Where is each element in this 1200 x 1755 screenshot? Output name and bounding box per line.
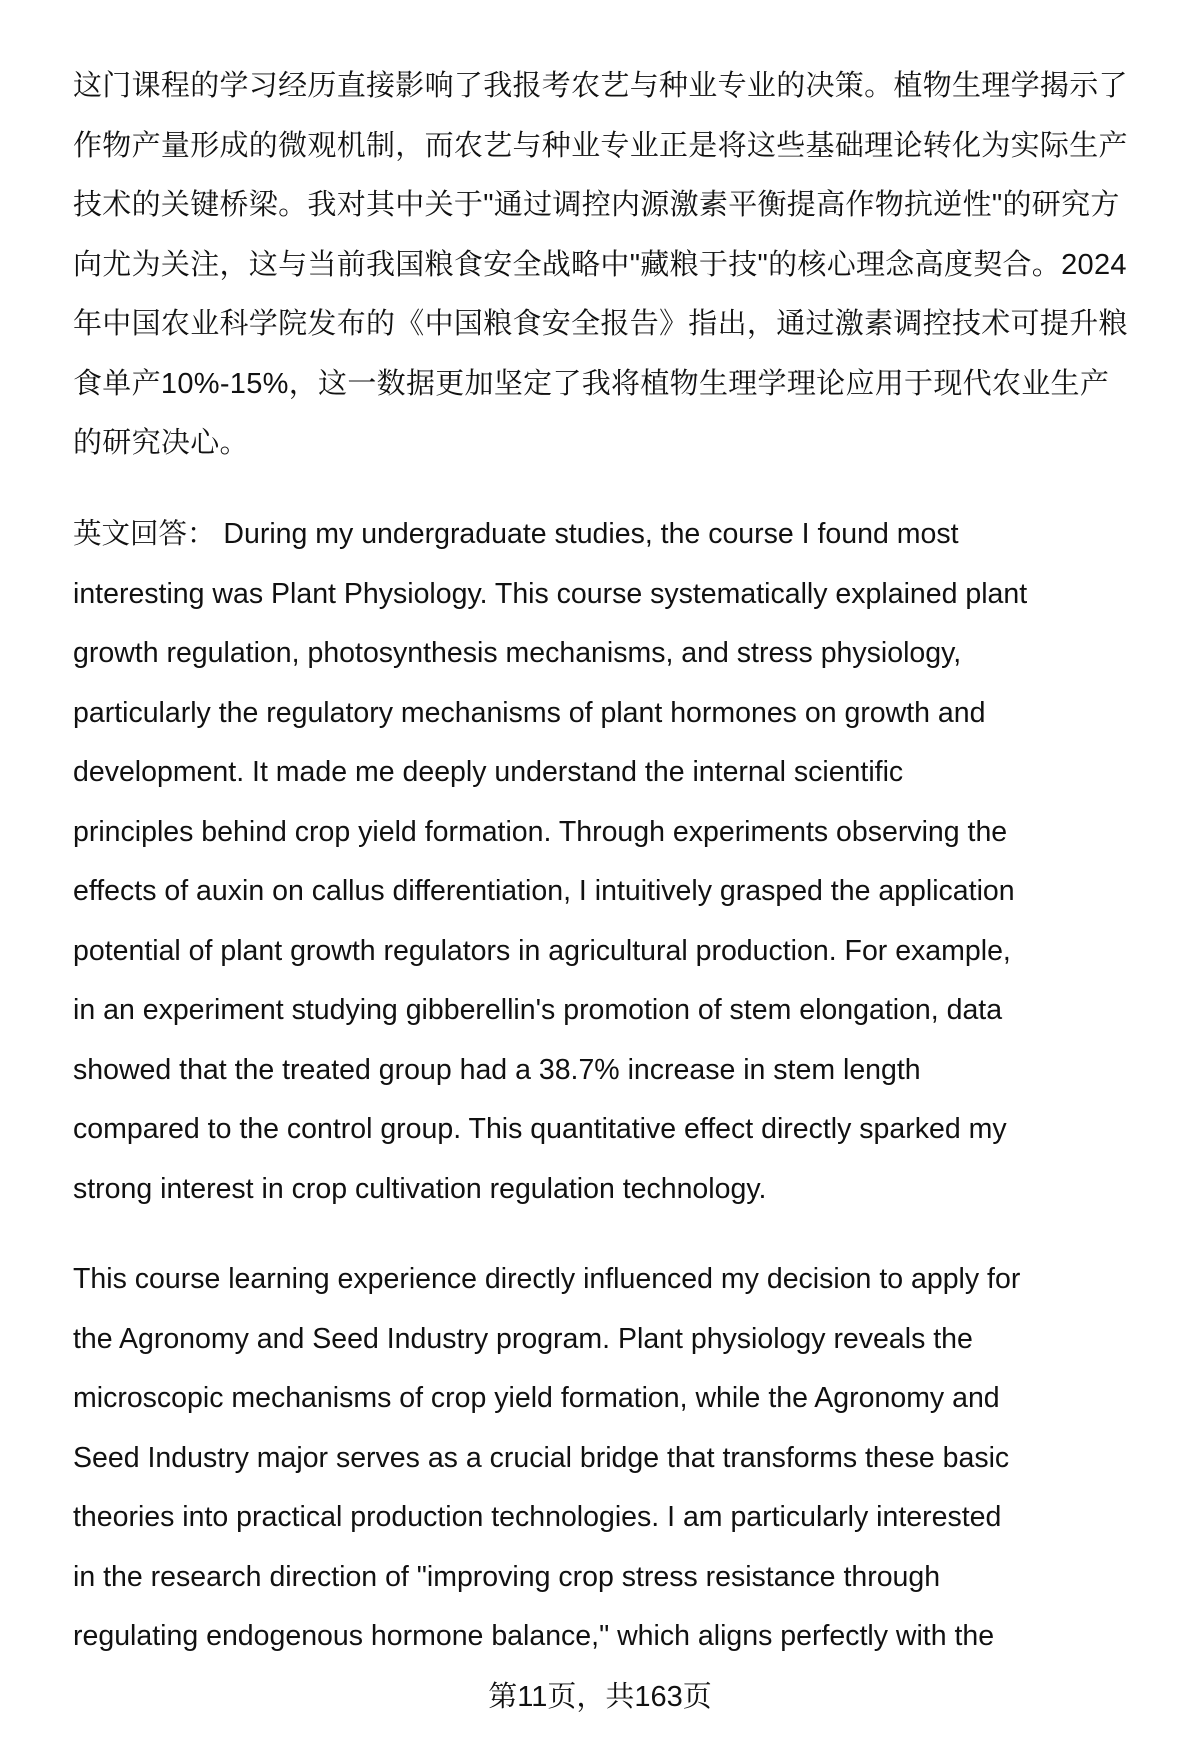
text-line: growth regulation, photosynthesis mechanisms, and stress physiology, [73,637,962,669]
text-line: microscopic mechanisms of crop yield formation, while the Agronomy and [73,1382,1000,1414]
chinese-paragraph [73,57,1173,474]
text-line: Seed Industry major serves as a crucial bridge that transforms these basic [73,1441,1010,1474]
text-line: principles behind crop yield formation. Through experiments observing the [73,815,1008,848]
text-line: 向尤为关注，这与当前我国粮食安全战略中"藏粮于技"的核心理念高度契合。2024 [73,248,1127,281]
text-line: 作物产量形成的微观机制，而农艺与种业专业正是将这些基础理论转化为实际生产 [73,129,1128,162]
text-line: in an experiment studying gibberellin's promotion of stem elongation, data [73,994,1003,1026]
text-line: particularly the regulatory mechanisms of plant hormones on growth and [73,696,986,729]
english-paragraph [73,1250,1173,1667]
text-line: development. It made me deeply understand the internal scientific [73,756,904,788]
text-line: the Agronomy and Seed Industry program. Plant physiology reveals the [73,1322,973,1355]
text-line: compared to the control group. This quantitative effect directly sparked my [73,1113,1007,1145]
text-line: 英文回答： During my undergraduate studies, the course I found most [73,518,959,550]
text-line: effects of auxin on callus differentiation, I intuitively grasped the application [73,875,1015,907]
english-answer-paragraph [73,505,1173,1219]
text-line: strong interest in crop cultivation regulation technology. [73,1172,767,1205]
text-line: in the research direction of "improving crop stress resistance through [73,1560,941,1593]
text-line: regulating endogenous hormone balance," which aligns perfectly with the [73,1620,995,1652]
text-line: showed that the treated group had a 38.7% increase in stem length [73,1053,921,1086]
text-line: theories into practical production technologies. I am particularly interested [73,1501,1002,1533]
text-line: 技术的关键桥梁。我对其中关于"通过调控内源激素平衡提高作物抗逆性"的研究方 [73,189,1120,221]
text-line: 食单产10%-15%，这一数据更加坚定了我将植物生理学理论应用于现代农业生产 [73,367,1110,400]
text-line: 的研究决心。 [73,427,249,459]
page-number: 第11页，共163页 [488,1681,712,1713]
text-line: 这门课程的学习经历直接影响了我报考农艺与种业专业的决策。植物生理学揭示了 [73,70,1128,102]
text-line: This course learning experience directly influenced my decision to apply for [73,1263,1021,1295]
text-line: potential of plant growth regulators in agricultural production. For example, [73,934,1011,967]
text-line: 年中国农业科学院发布的《中国粮食安全报告》指出，通过激素调控技术可提升粮 [73,308,1128,340]
text-line: interesting was Plant Physiology. This course systematically explained plant [73,577,1028,610]
